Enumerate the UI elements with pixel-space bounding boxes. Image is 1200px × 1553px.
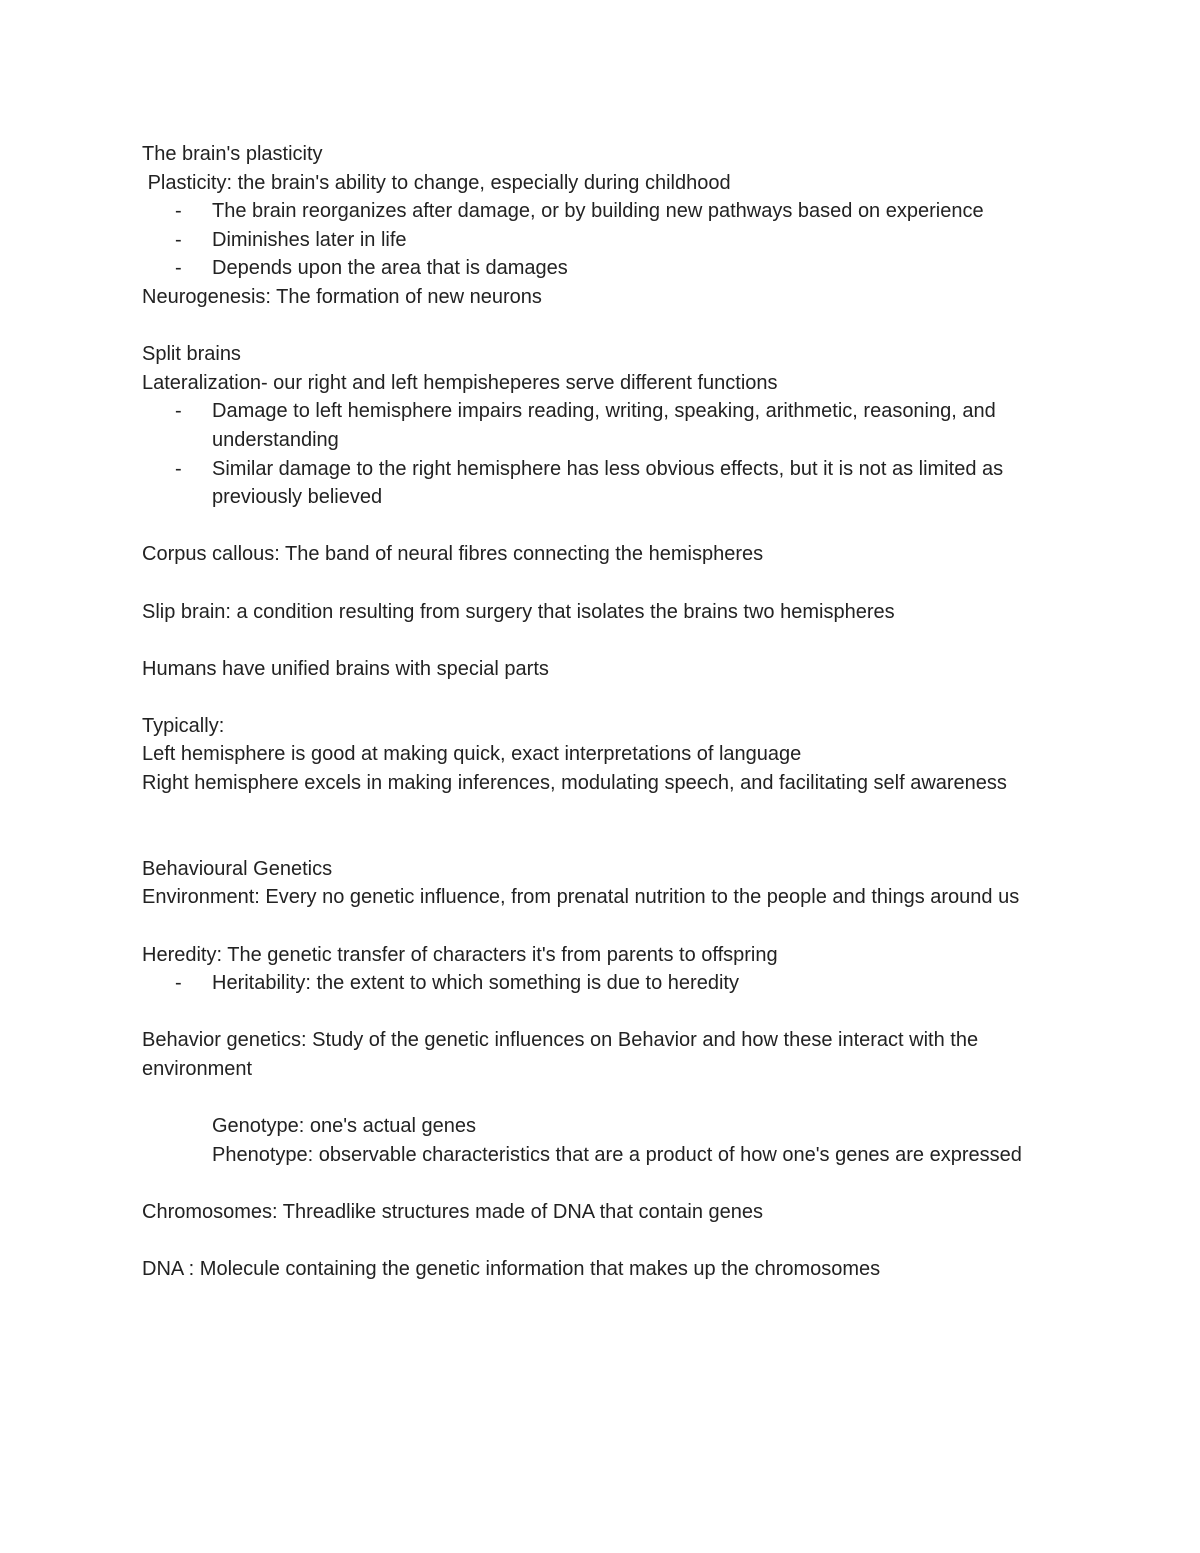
list-item (142, 197, 1072, 226)
behavior-genetics-definition: Behavior genetics: Study of the genetic influences on Behavior and how these interact with the environment (142, 1029, 984, 1080)
heredity-definition: Heredity: The genetic transfer of characters it's from parents to offspring (142, 943, 778, 966)
chromosomes-definition: Chromosomes: Threadlike structures made of DNA that contain genes (142, 1200, 764, 1223)
list-item-text: Depends upon the area that is damages (212, 257, 568, 280)
spacer (142, 312, 1072, 341)
list-item-text: Similar damage to the right hemisphere has less obvious effects, but it is not as limited as previously believed (212, 457, 1009, 509)
spacer (142, 798, 1072, 855)
typically-label: Typically: (142, 714, 225, 737)
spacer (142, 1084, 1072, 1113)
neurogenesis-definition: Neurogenesis: The formation of new neurons (142, 285, 542, 308)
document-body (142, 140, 1072, 1284)
environment-definition: Environment: Every no genetic influence, from prenatal nutrition to the people and things around us (142, 886, 1020, 909)
unified-brains-note: Humans have unified brains with special parts (142, 657, 549, 680)
right-hemisphere-note: Right hemisphere excels in making inferences, modulating speech, and facilitating self awareness (142, 772, 1007, 795)
spacer (142, 1227, 1072, 1256)
spacer (142, 683, 1072, 712)
lateralization-definition: Lateralization- our right and left hempisheperes serve different functions (142, 371, 778, 394)
phenotype-definition: Phenotype: observable characteristics that are a product of how one's genes are expressed (212, 1143, 1022, 1166)
section-heading-behavioural-genetics: Behavioural Genetics (142, 857, 333, 880)
list-item-text: Heritability: the extent to which something is due to heredity (212, 972, 739, 995)
spacer (142, 998, 1072, 1027)
section-heading-plasticity: The brain's plasticity (142, 143, 323, 165)
spacer (142, 1169, 1072, 1198)
bullet-dash: - (175, 972, 182, 995)
list-item-text: Diminishes later in life (212, 228, 407, 251)
list-item-text: The brain reorganizes after damage, or by building new pathways based on experience (212, 200, 984, 223)
corpus-callosum-definition: Corpus callous: The band of neural fibres connecting the hemispheres (142, 543, 764, 566)
spacer (142, 569, 1072, 598)
bullet-dash: - (175, 457, 182, 480)
split-brain-definition: Slip brain: a condition resulting from surgery that isolates the brains two hemispheres (142, 600, 895, 623)
spacer (142, 626, 1072, 655)
spacer (142, 912, 1072, 941)
bullet-dash: - (175, 228, 182, 251)
spacer (142, 512, 1072, 541)
bullet-dash: - (175, 257, 182, 280)
genotype-definition: Genotype: one's actual genes (212, 1115, 477, 1138)
dna-definition: DNA : Molecule containing the genetic information that makes up the chromosomes (142, 1258, 881, 1281)
list-item (142, 969, 1072, 998)
left-hemisphere-note: Left hemisphere is good at making quick, exact interpretations of language (142, 743, 802, 766)
list-item-text: Damage to left hemisphere impairs reading, writing, speaking, arithmetic, reasoning, and understanding (212, 400, 1002, 451)
list-item (142, 254, 1072, 283)
list-item (142, 226, 1072, 255)
list-item (142, 397, 1072, 454)
plasticity-definition: Plasticity: the brain's ability to change, especially during childhood (142, 171, 731, 194)
bullet-dash: - (175, 400, 182, 423)
list-item (142, 455, 1072, 512)
section-heading-split-brains: Split brains (142, 343, 241, 366)
bullet-dash: - (175, 200, 182, 223)
